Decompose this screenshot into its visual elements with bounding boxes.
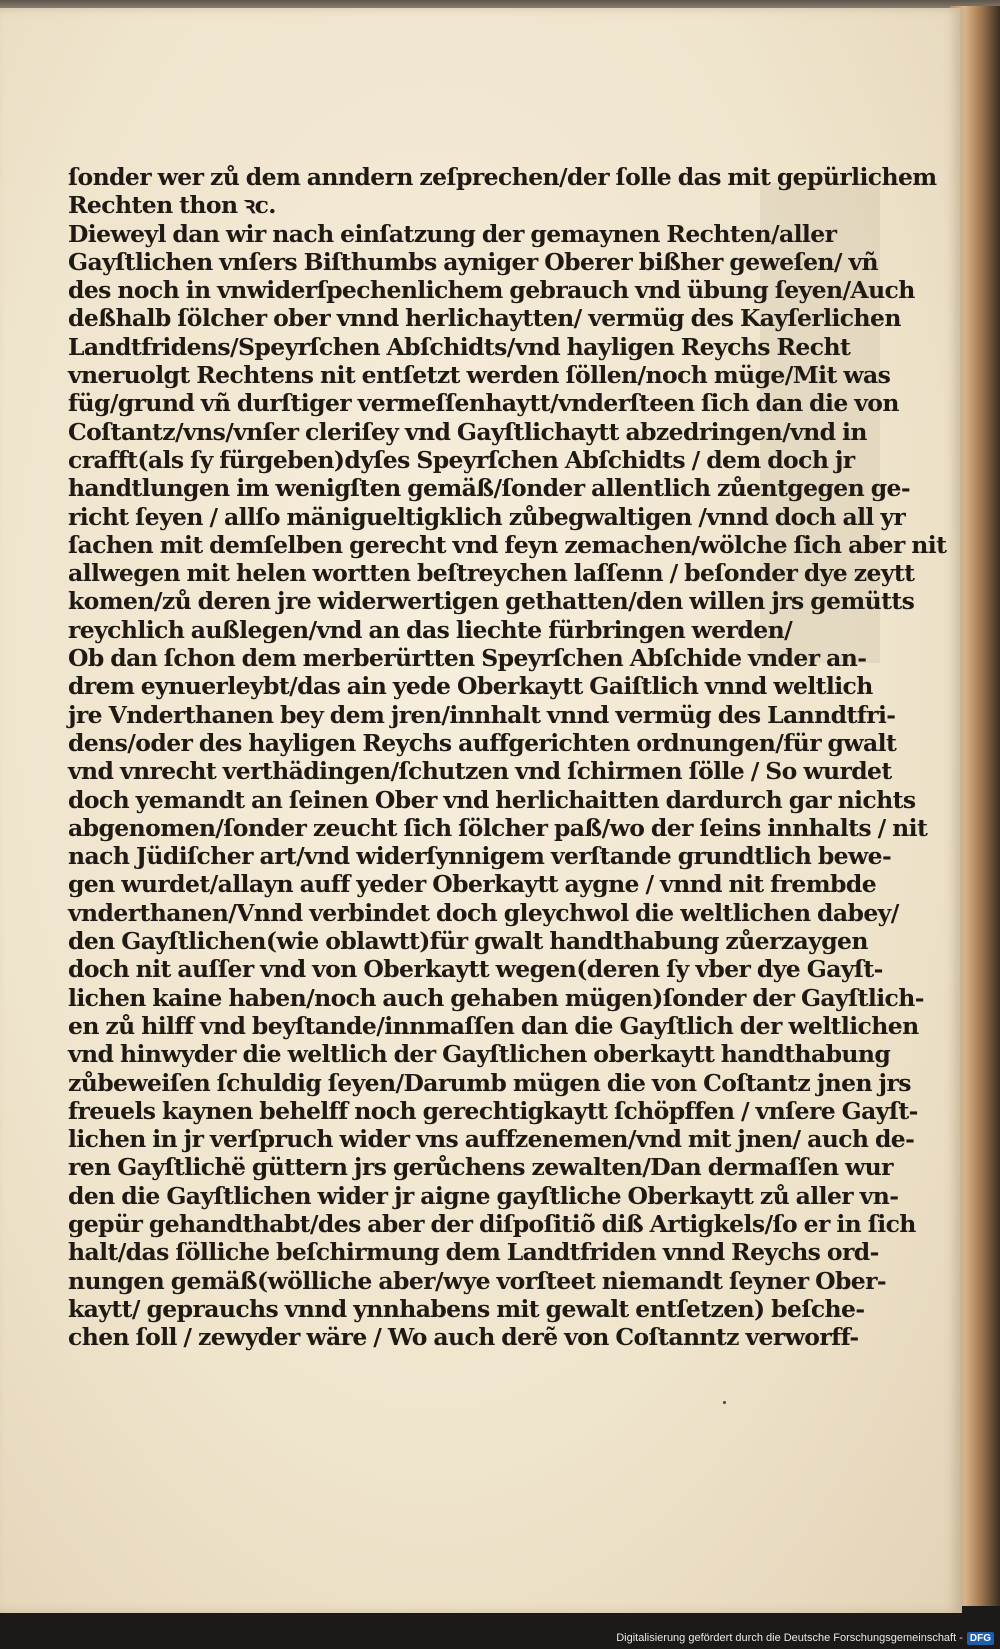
text-line: halt/das ſölliche beſchirmung dem Landtfriden vnnd Reychs ord- xyxy=(68,1238,879,1267)
text-line: abgenomen/ſonder zeucht ſich ſölcher paß/wo der ſeins innhalts / nit xyxy=(68,813,928,842)
text-line: Rechten thon ꝛc. xyxy=(68,191,276,220)
text-line: Landtfridens/Speyrſchen Abſchidts/vnd hayligen Reychs Recht xyxy=(68,332,851,361)
text-line: deßhalb ſölcher ober vnnd herlichaytten/ vermüg des Kayſerlichen xyxy=(68,304,901,333)
text-line: chen ſoll / zewyder wäre / Wo auch derẽ von Coſtanntz verworff- xyxy=(68,1323,859,1352)
text-line: nach Jüdiſcher art/vnd widerſynnigem verſtande grundtlich bewe- xyxy=(68,842,892,871)
text-line: reychlich außlegen/vnd an das liechte fürbringen werden/ xyxy=(68,615,793,644)
blackletter-text-block xyxy=(68,163,947,1352)
text-line: ſachen mit demſelben gerecht vnd feyn zemachen/wölche ſich aber nit xyxy=(68,530,947,559)
text-line: handtlungen im wenigſten gemäß/ſonder allentlich zůentgegen ge- xyxy=(68,474,911,503)
text-line: Coſtantz/vns/vnſer cleriſey vnd Gayſtlichaytt abzedringen/vnd in xyxy=(68,417,867,446)
funding-credit-text: Digitalisierung gefördert durch die Deutsche Forschungsgemeinschaft - xyxy=(616,1632,963,1644)
text-line: gepür gehandthabt/des aber der diſpoſitiõ diß Artigkels/ſo er in ſich xyxy=(68,1209,916,1238)
text-line: vnderthanen/Vnnd verbindet doch gleychwol die weltlichen dabey/ xyxy=(68,898,899,927)
text-line: gen wurdet/allayn auff yeder Oberkaytt aygne / vnnd nit frembde xyxy=(68,870,877,899)
book-page xyxy=(0,8,962,1613)
text-line: nungen gemäß(wölliche aber/wye vorſteet niemandt ſeyner Ober- xyxy=(68,1266,887,1295)
ink-speck xyxy=(723,1401,726,1404)
text-line: ſonder wer zů dem anndern zeſprechen/der ſolle das mit gepürlichem xyxy=(68,163,937,191)
text-line: vnd hinwyder die weltlich der Gayſtlichen oberkaytt handthabung xyxy=(68,1040,891,1069)
dfg-logo: DFG xyxy=(967,1632,994,1645)
text-line: lichen kaine haben/noch auch gehaben mügen)ſonder der Gayſtlich- xyxy=(68,983,924,1012)
text-line: des noch in vnwiderſpechenlichem gebrauch vnd übung ſeyen/Auch xyxy=(68,276,915,305)
text-line: Ob dan ſchon dem merberürtten Speyrſchen Abſchide vnder an- xyxy=(68,644,867,673)
text-line: Gayſtlichen vnſers Biſthumbs ayniger Oberer bißher geweſen/ vñ xyxy=(68,247,879,276)
text-line: crafft(als ſy fürgeben)dyſes Speyrſchen Abſchidts / dem doch jr xyxy=(68,445,855,474)
text-line: vneruolgt Rechtens nit entſetzt werden ſöllen/noch müge/Mit was xyxy=(68,361,891,390)
text-line: doch nit auſſer vnd von Oberkaytt wegen(deren ſy vber dye Gayſt- xyxy=(68,955,883,984)
text-line: zůbeweiſen ſchuldig ſeyen/Darumb mügen die von Coſtantz jnen jrs xyxy=(68,1068,911,1097)
text-line: füg/grund vñ durſtiger vermeſſenhaytt/vnderſteen ſich dan die von xyxy=(68,389,899,418)
text-line: ren Gayſtlichë güttern jrs gerůchens zewalten/Dan dermaſſen wur xyxy=(68,1153,893,1182)
text-line: allwegen mit helen wortten beſtreychen laſſenn / beſonder dye zeytt xyxy=(68,559,915,588)
text-line: vnd vnrecht verthädingen/ſchutzen vnd ſchirmen ſölle / So wurdet xyxy=(68,757,892,786)
text-line: doch yemandt an ſeinen Ober vnd herlichaitten dardurch gar nichts xyxy=(68,785,916,814)
text-line: Dieweyl dan wir nach einſatzung der gemaynen Rechten/aller xyxy=(68,219,837,248)
text-line: den die Gayſtlichen wider jr aigne gayſtliche Oberkaytt zů aller vn- xyxy=(68,1181,899,1210)
text-line: lichen in jr verſpruch wider vns auffzenemen/vnd mit jnen/ auch de- xyxy=(68,1125,915,1154)
text-line: dens/oder des hayligen Reychs auffgerichten ordnungen/für gwalt xyxy=(68,728,897,757)
text-line: freuels kaynen behelff noch gerechtigkaytt ſchöpffen / vnſere Gayſt- xyxy=(68,1096,918,1125)
text-line: kaytt/ geprauchs vnnd ynnhabens mit gewalt entſetzen) beſche- xyxy=(68,1294,865,1323)
footer-credit xyxy=(600,1627,1000,1649)
text-line: drem eynuerleybt/das ain yede Oberkaytt Gaiſtlich vnnd weltlich xyxy=(68,672,873,701)
text-line: en zů hilff vnd beyſtande/innmaſſen dan die Gayſtlich der weltlichen xyxy=(68,1011,919,1040)
text-line: richt ſeyen / allſo mänigueltigklich zůbegwaltigen /vnnd doch all yr xyxy=(68,502,906,531)
text-line: komen/zů deren jre widerwertigen gethatten/den willen jrs gemütts xyxy=(68,587,915,616)
text-line: den Gayſtlichen(wie oblawtt)für gwalt handthabung zůerzaygen xyxy=(68,927,868,956)
text-line: jre Vnderthanen bey dem jren/innhalt vnnd vermüg des Lanndtfri- xyxy=(68,700,896,729)
